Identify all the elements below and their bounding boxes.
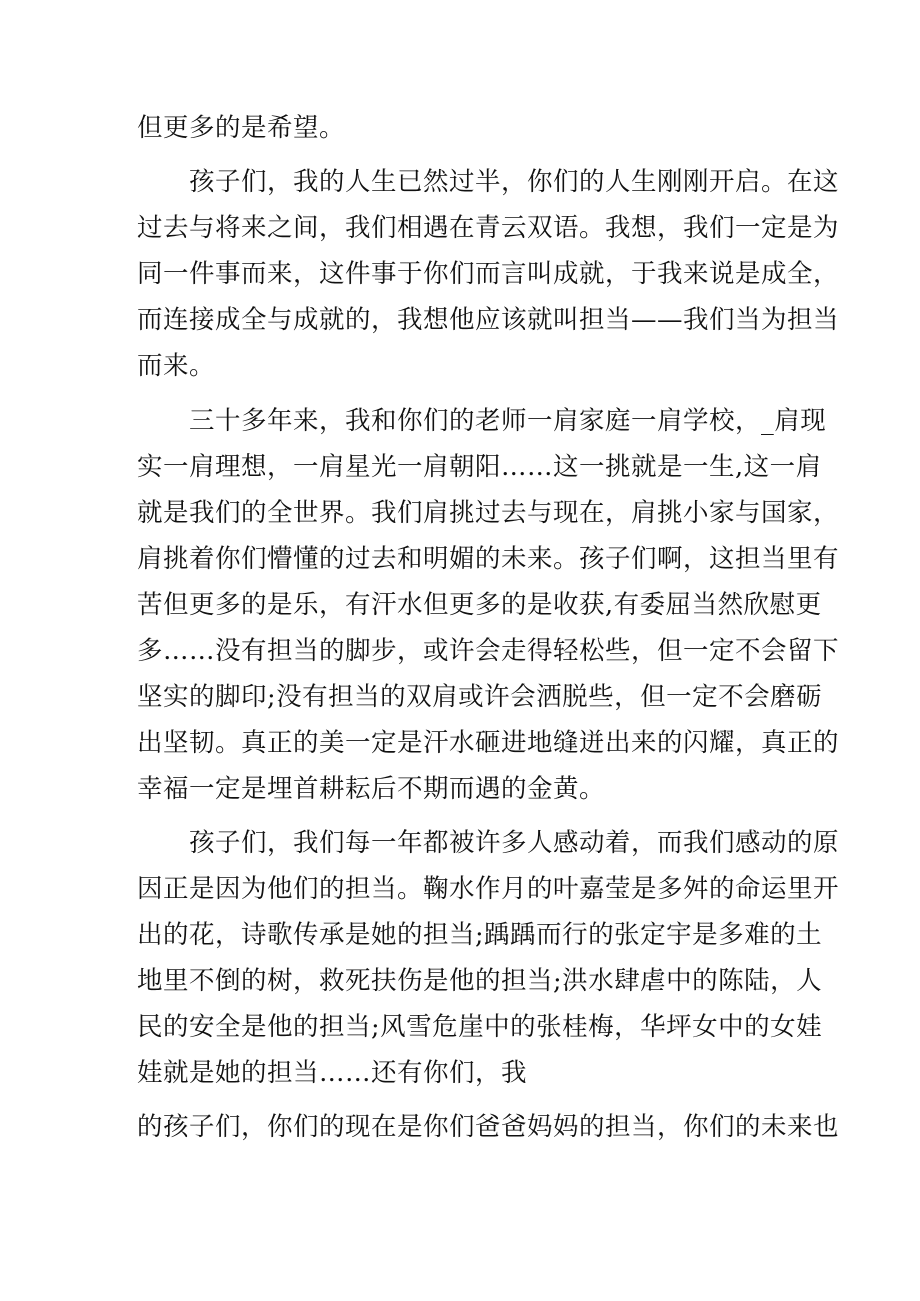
- text-line: 的孩子们，你们的现在是你们爸爸妈妈的担当，你们的未来也: [137, 1112, 840, 1142]
- text-line: 因正是因为他们的担当。鞠水作月的叶嘉莹是多舛的命运里开: [137, 874, 840, 904]
- text-line: 就是我们的全世界。我们肩挑过去与现在，肩挑小家与国家，: [137, 498, 840, 528]
- paragraph-first-line: 孩子们，我们每一年都被许多人感动着，而我们感动的原: [189, 828, 840, 858]
- text-line: 同一件事而来，这件事于你们而言叫成就，于我来说是成全，: [137, 259, 840, 289]
- text-line: 肩挑着你们懵懂的过去和明媚的未来。孩子们啊，这担当里有: [137, 544, 840, 574]
- text-line: 但更多的是希望。: [137, 113, 346, 143]
- text-line: 民的安全是他的担当;风雪危崖中的张桂梅，华坪女中的女娃: [137, 1012, 823, 1042]
- text-line: 出的花，诗歌传承是她的担当;踽踽而行的张定宇是多难的土: [137, 920, 823, 950]
- text-line: 过去与将来之间，我们相遇在青云双语。我想，我们一定是为: [137, 213, 840, 243]
- text-line: 出坚韧。真正的美一定是汗水砸进地缝迸出来的闪耀，真正的: [137, 728, 840, 758]
- text-line: 幸福一定是埋首耕耘后不期而遇的金黄。: [137, 774, 606, 804]
- paragraph-first-line: 三十多年来，我和你们的老师一肩家庭一肩学校，_肩现: [189, 406, 827, 436]
- text-line: 娃就是她的担当……还有你们，我: [137, 1058, 528, 1088]
- text-line: 而连接成全与成就的，我想他应该就叫担当——我们当为担当: [137, 305, 840, 335]
- text-line: 多……没有担当的脚步，或许会走得轻松些，但一定不会留下: [137, 636, 840, 666]
- text-line: 而来。: [137, 351, 216, 381]
- paragraph-first-line: 孩子们，我的人生已然过半，你们的人生刚刚开启。在这: [189, 167, 840, 197]
- text-line: 坚实的脚印;没有担当的双肩或许会洒脱些，但一定不会磨砺: [137, 682, 823, 712]
- text-line: 苦但更多的是乐，有汗水但更多的是收获,有委屈当然欣慰更: [137, 590, 822, 620]
- text-line: 地里不倒的树，救死扶伤是他的担当;洪水肆虐中的陈陆，人: [137, 966, 823, 996]
- text-line: 实一肩理想，一肩星光一肩朝阳……这一挑就是一生,这一肩: [137, 452, 822, 482]
